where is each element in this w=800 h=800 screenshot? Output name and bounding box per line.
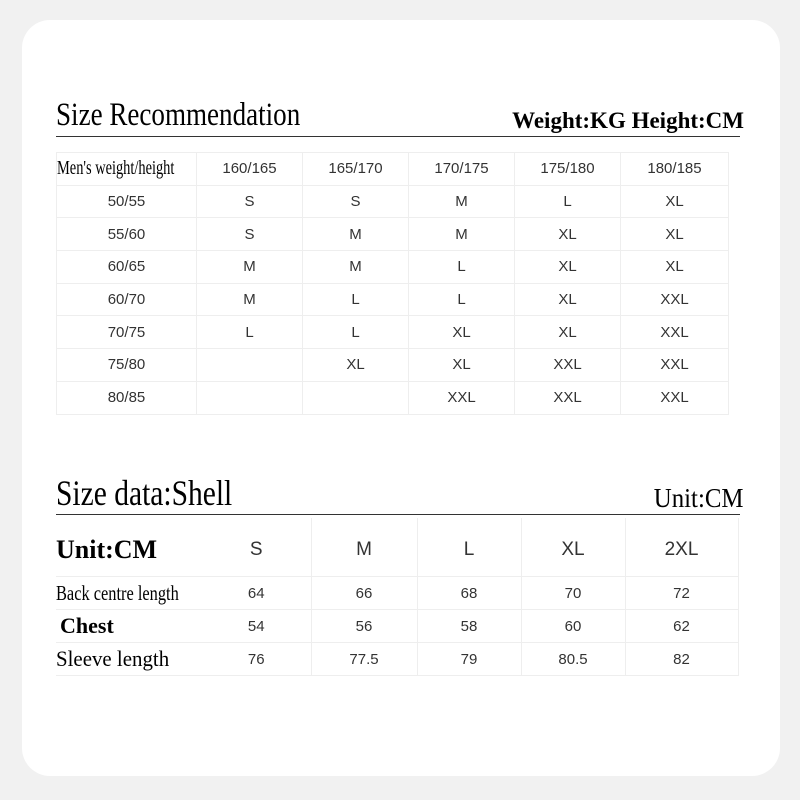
weight-range-cell: 75/80 [57, 349, 197, 382]
recommendation-row [57, 218, 729, 251]
measurement-row [56, 577, 738, 610]
recommended-size-cell: M [197, 283, 303, 316]
recommendation-row [57, 316, 729, 349]
recommendation-units: Weight:KG Height:CM [512, 108, 744, 133]
height-range-header: 175/180 [515, 153, 621, 186]
recommended-size-cell [197, 349, 303, 382]
size-recommendation-table [56, 152, 729, 415]
weight-range-cell: 80/85 [57, 381, 197, 414]
measurement-label: Chest [60, 613, 114, 638]
size-data-table [56, 518, 739, 676]
measurement-value: 66 [311, 577, 417, 610]
weight-range-cell: 50/55 [57, 185, 197, 218]
height-range-header: 170/175 [409, 153, 515, 186]
height-range-header: 160/165 [197, 153, 303, 186]
recommended-size-cell: S [197, 218, 303, 251]
recommended-size-cell: XL [621, 251, 729, 284]
measurement-value: 56 [311, 610, 417, 643]
recommended-size-cell: M [303, 218, 409, 251]
recommended-size-cell: L [197, 316, 303, 349]
recommended-size-cell: S [197, 185, 303, 218]
recommended-size-cell: XL [409, 349, 515, 382]
measurement-value: 54 [202, 610, 311, 643]
recommended-size-cell: XL [515, 251, 621, 284]
recommended-size-cell: S [303, 185, 409, 218]
recommendation-title: Size Recommendation [56, 97, 301, 133]
recommendation-row [57, 251, 729, 284]
measurement-value: 77.5 [311, 643, 417, 676]
size-header: M [311, 518, 417, 577]
recommended-size-cell: XL [515, 316, 621, 349]
measurement-value: 79 [417, 643, 521, 676]
size-data-header [56, 458, 744, 515]
recommended-size-cell: L [303, 283, 409, 316]
size-header: 2XL [625, 518, 738, 577]
recommended-size-cell: M [409, 218, 515, 251]
weight-range-cell: 60/70 [57, 283, 197, 316]
measurement-value: 60 [521, 610, 625, 643]
size-header: XL [521, 518, 625, 577]
height-range-header: 180/185 [621, 153, 729, 186]
size-chart-card [22, 20, 780, 776]
measurement-row [56, 643, 738, 676]
recommended-size-cell: XL [621, 185, 729, 218]
recommendation-row [57, 381, 729, 414]
recommendation-row [57, 185, 729, 218]
size-header: S [202, 518, 311, 577]
measurement-label-cell [56, 577, 202, 610]
weight-range-cell: 55/60 [57, 218, 197, 251]
recommended-size-cell: XXL [621, 283, 729, 316]
recommended-size-cell: XL [409, 316, 515, 349]
recommendation-header-row [57, 153, 729, 186]
size-data-title: Size data:Shell [56, 473, 233, 513]
recommended-size-cell: XXL [409, 381, 515, 414]
recommended-size-cell: L [409, 283, 515, 316]
measurement-value: 64 [202, 577, 311, 610]
recommended-size-cell: L [515, 185, 621, 218]
height-range-header: 165/170 [303, 153, 409, 186]
recommended-size-cell [197, 381, 303, 414]
recommended-size-cell: XL [515, 283, 621, 316]
recommended-size-cell: XL [621, 218, 729, 251]
recommended-size-cell: L [409, 251, 515, 284]
size-data-header-row [56, 518, 738, 577]
size-data-units: Unit:CM [654, 483, 744, 513]
recommended-size-cell: XXL [515, 349, 621, 382]
measurement-value: 68 [417, 577, 521, 610]
recommendation-header [56, 80, 744, 137]
size-header: L [417, 518, 521, 577]
measurement-label: Back centre length [56, 580, 179, 605]
weight-range-cell: 60/65 [57, 251, 197, 284]
size-data-corner-label: Unit:CM [56, 535, 158, 564]
recommendation-corner-cell [57, 153, 197, 186]
measurement-value: 82 [625, 643, 738, 676]
measurement-value: 62 [625, 610, 738, 643]
recommended-size-cell: XL [515, 218, 621, 251]
recommended-size-cell: M [197, 251, 303, 284]
measurement-value: 72 [625, 577, 738, 610]
recommendation-row [57, 283, 729, 316]
recommended-size-cell [303, 381, 409, 414]
recommended-size-cell: XXL [621, 349, 729, 382]
measurement-value: 80.5 [521, 643, 625, 676]
measurement-label-cell [56, 610, 202, 643]
recommended-size-cell: M [303, 251, 409, 284]
measurement-value: 58 [417, 610, 521, 643]
measurement-value: 70 [521, 577, 625, 610]
recommended-size-cell: XXL [515, 381, 621, 414]
measurement-label: Sleeve length [56, 646, 170, 671]
measurement-label-cell [56, 643, 202, 676]
weight-range-cell: 70/75 [57, 316, 197, 349]
recommended-size-cell: XL [303, 349, 409, 382]
recommended-size-cell: XXL [621, 316, 729, 349]
measurement-value: 76 [202, 643, 311, 676]
recommended-size-cell: XXL [621, 381, 729, 414]
measurement-row [56, 610, 738, 643]
recommendation-corner-label: Men's weight/height [57, 157, 175, 180]
recommended-size-cell: M [409, 185, 515, 218]
recommendation-row [57, 349, 729, 382]
recommended-size-cell: L [303, 316, 409, 349]
size-data-corner-cell [56, 518, 202, 577]
